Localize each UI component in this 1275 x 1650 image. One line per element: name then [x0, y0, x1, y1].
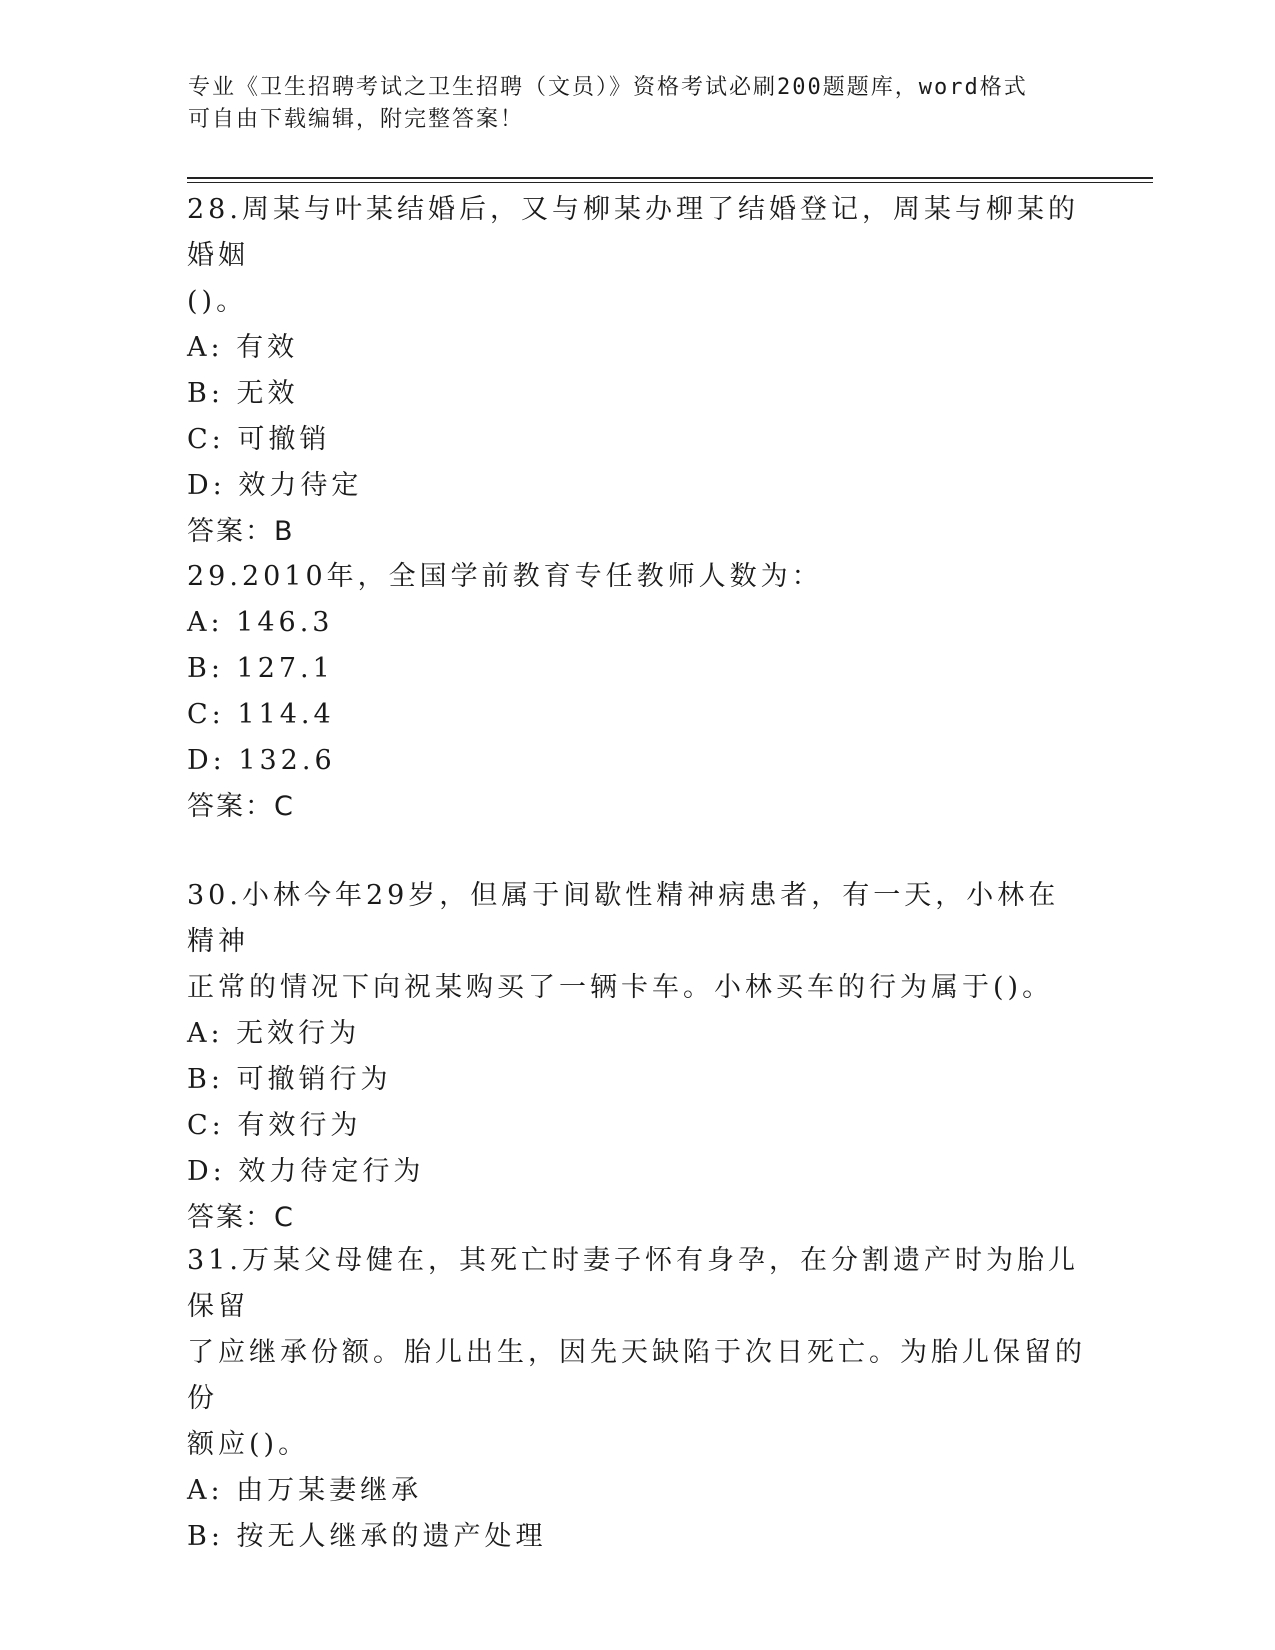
option-b: B: 127.1: [187, 653, 334, 684]
option-a: A: 有效: [187, 332, 299, 363]
option-c: C: 114.4: [187, 699, 335, 730]
header-divider-thin: [187, 182, 1153, 183]
document-header: [188, 72, 1088, 136]
option-d: D: 效力待定: [187, 470, 363, 501]
answer-line: 答案：B: [187, 516, 295, 547]
option-d: D: 效力待定行为: [187, 1156, 425, 1187]
question-stem-line: ()。: [187, 286, 248, 317]
question-stem-line: 28.周某与叶某结婚后，又与柳某办理了结婚登记，周某与柳某的婚姻: [187, 194, 1079, 271]
question-31: [187, 1238, 1087, 1560]
question-stem-line: 了应继承份额。胎儿出生，因先天缺陷于次日死亡。为胎儿保留的份: [187, 1337, 1086, 1414]
question-stem-line: 正常的情况下向祝某购买了一辆卡车。小林买车的行为属于()。: [187, 972, 1054, 1003]
question-stem-line: 额应()。: [187, 1429, 310, 1460]
question-28: [187, 187, 1087, 555]
question-stem-line: 30.小林今年29岁，但属于间歇性精神病患者，有一天，小林在精神: [187, 880, 1060, 957]
header-line-2: 可自由下载编辑，附完整答案！: [188, 107, 525, 132]
option-b: B: 按无人继承的遗产处理: [187, 1521, 547, 1552]
option-c: C: 可撤销: [187, 424, 331, 455]
option-b: B: 无效: [187, 378, 299, 409]
header-divider-thick: [187, 177, 1153, 179]
question-29: [187, 554, 1087, 830]
question-stem-line: 29.2010年，全国学前教育专任教师人数为：: [187, 561, 823, 592]
header-line-1: 专业《卫生招聘考试之卫生招聘（文员）》资格考试必刷200题题库，word格式: [188, 75, 1028, 100]
answer-line: 答案：C: [187, 791, 295, 822]
option-a: A: 146.3: [187, 607, 334, 638]
question-30: [187, 873, 1087, 1241]
option-b: B: 可撤销行为: [187, 1064, 392, 1095]
option-a: A: 无效行为: [187, 1018, 361, 1049]
question-stem-line: 31.万某父母健在，其死亡时妻子怀有身孕，在分割遗产时为胎儿保留: [187, 1245, 1079, 1322]
option-a: A: 由万某妻继承: [187, 1475, 423, 1506]
option-c: C: 有效行为: [187, 1110, 362, 1141]
answer-line: 答案：C: [187, 1202, 295, 1233]
option-d: D: 132.6: [187, 745, 336, 776]
